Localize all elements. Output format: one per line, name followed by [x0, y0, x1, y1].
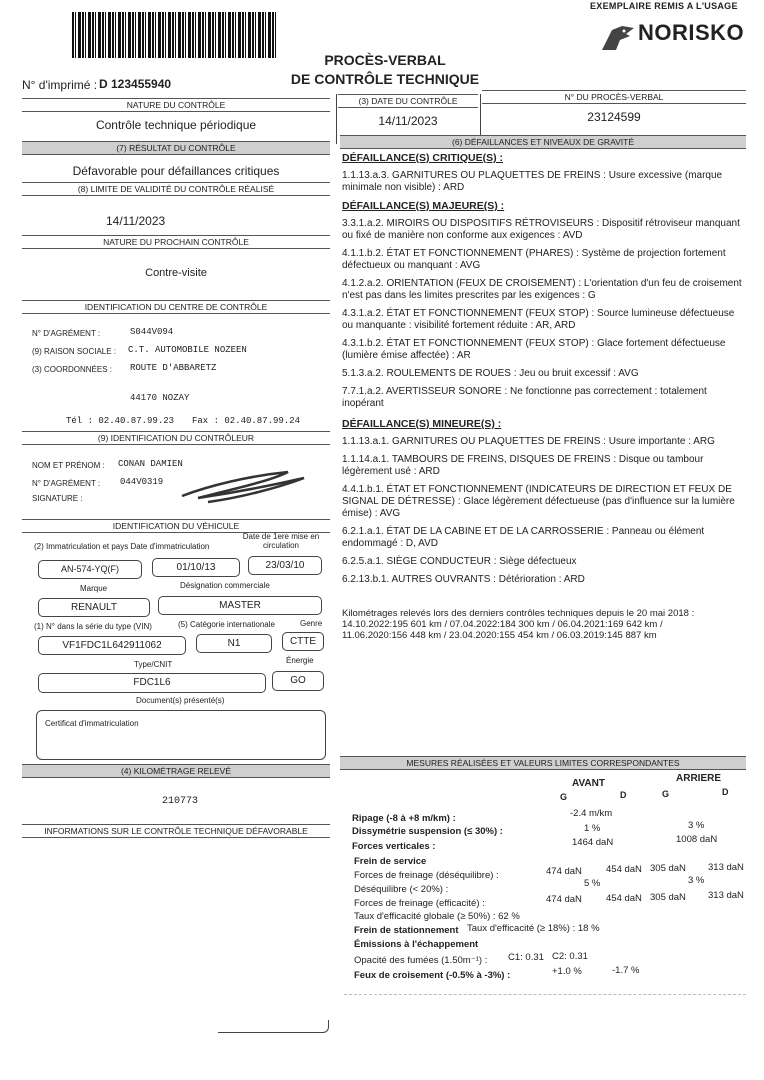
coord-label: (3) COORDONNÉES :: [32, 365, 113, 374]
minor-item: 1.1.13.a.1. GARNITURES OU PLAQUETTES DE FREINS : Usure importante : ARG: [342, 436, 715, 447]
minor-item: 1.1.14.a.1. TAMBOURS DE FREINS, DISQUES DE FREINS : Disque ou tambour légèrement usé : ARD: [342, 454, 704, 477]
nature-value: Contrôle technique périodique: [95, 118, 257, 132]
fax-value: Fax : 02.40.87.99.24: [192, 416, 301, 426]
fv-av: 1464 daN: [572, 837, 614, 848]
minor-heading: DÉFAILLANCE(S) MINEURE(S) :: [342, 418, 502, 430]
ctrl-agrement-label: N° D'AGRÉMENT :: [32, 479, 101, 488]
km-history-line: 11.06.2020:156 448 km / 23.04.2020:155 454 km / 06.03.2019:145 887 km: [342, 630, 657, 641]
genre-label: Genre: [300, 619, 323, 628]
nom-value: CONAN DAMIEN: [118, 459, 183, 469]
fv-ar: 1008 daN: [676, 834, 718, 845]
nature-header: NATURE DU CONTRÔLE: [22, 98, 330, 112]
agrement-value: S044V094: [130, 327, 174, 337]
result-value: Défavorable pour défaillances critiques: [72, 164, 280, 178]
first-circ-label: Date de 1ere mise en circulation: [242, 532, 320, 550]
barcode: [72, 12, 276, 58]
info-header: INFORMATIONS SUR LE CONTRÔLE TECHNIQUE DÉFAVORABLE: [22, 824, 330, 838]
pv-value: 23124599: [587, 110, 641, 124]
col-g: G: [662, 789, 670, 799]
imprime-number: D 123455940: [99, 77, 172, 91]
minor-item: 6.2.1.a.1. ÉTAT DE LA CABINE ET DE LA CARROSSERIE : Panneau ou élément endommagé : D, AVD: [342, 526, 705, 549]
type-label: Type/CNIT: [134, 660, 173, 669]
first-circ-box: 23/03/10: [248, 556, 322, 575]
tel-value: Tél : 02.40.87.99.23: [66, 416, 175, 426]
genre-box: CTTE: [282, 632, 324, 651]
minor-item: 4.4.1.b.1. ÉTAT ET FONCTIONNEMENT (INDICATEURS DE DIRECTION ET FEUX DE SIGNAL DE DÉTRESSE) : Glace légèrement défectueuse (pas d'influence sur la lumière émise) : AVG: [342, 484, 735, 519]
forces-vert-label: Forces verticales :: [352, 841, 436, 852]
ripage-label: Ripage (-8 à +8 m/km) :: [352, 813, 456, 824]
raison-value: C.T. AUTOMOBILE NOZEEN: [128, 345, 247, 355]
major-item: 4.3.1.b.2. ÉTAT ET FONCTIONNEMENT (FEUX STOP) : Glace fortement défectueuse (lumière émise affectée) : AR: [342, 338, 726, 361]
major-item: 5.1.3.a.2. ROULEMENTS DE ROUES : Jeu ou bruit excessif : AVG: [342, 368, 639, 379]
opacite-label: Opacité des fumées (1.50m⁻¹) :: [354, 955, 488, 966]
c2-value: C2: 0.31: [552, 951, 588, 962]
feux-label: Feux de croisement (-0.5% à -3%) :: [354, 970, 511, 981]
date-value: 14/11/2023: [378, 114, 438, 128]
frein-service-label: Frein de service: [354, 856, 427, 867]
ripage-value: -2.4 m/km: [570, 808, 613, 819]
feux-g: +1.0 %: [552, 966, 582, 977]
raison-label: (9) RAISON SOCIALE :: [32, 347, 117, 356]
stationnement-taux: Taux d'efficacité (≥ 18%) : 18 %: [467, 923, 600, 934]
critical-item: 1.1.13.a.3. GARNITURES OU PLAQUETTES DE FREINS : Usure excessive (marque minimale non visible) : ARD: [342, 170, 723, 193]
brand-name: NORISKO: [638, 20, 745, 45]
dissym-ar: 3 %: [688, 820, 705, 831]
next-control-value: Contre-visite: [145, 267, 207, 279]
ff2-avd: 454 daN: [606, 893, 642, 904]
avant-label: AVANT: [572, 778, 605, 789]
arriere-label: ARRIERE: [676, 773, 722, 784]
energie-label: Énergie: [286, 656, 314, 665]
minor-item: 6.2.13.b.1. AUTRES OUVRANTS : Détérioration : ARD: [342, 574, 585, 585]
docs-value: Certificat d'immatriculation: [45, 719, 139, 728]
km-value: 210773: [162, 796, 199, 807]
imprime-label: N° d'imprimé :: [22, 78, 98, 92]
ff1-ard: 313 daN: [708, 862, 744, 873]
marque-label: Marque: [80, 584, 108, 593]
mesures-header: MESURES RÉALISÉES ET VALEURS LIMITES CORRESPONDANTES: [340, 756, 746, 770]
docs-box: [36, 710, 326, 760]
city-value: 44170 NOZAY: [130, 393, 190, 403]
nom-label: NOM ET PRÉNOM :: [32, 461, 105, 470]
validity-header: (8) LIMITE DE VALIDITÉ DU CONTRÔLE RÉALISÉ: [22, 182, 330, 196]
designation-box: MASTER: [158, 596, 322, 615]
stationnement-label: Frein de stationnement: [354, 925, 459, 936]
controller-header: (9) IDENTIFICATION DU CONTRÔLEUR: [22, 431, 330, 445]
col-d: D: [722, 787, 729, 797]
taux-global: Taux d'efficacité globale (≥ 50%) : 62 %: [354, 911, 520, 922]
signature-scribble: [178, 468, 310, 509]
deseq-ar: 3 %: [688, 875, 705, 886]
major-item: 4.3.1.a.2. ÉTAT ET FONCTIONNEMENT (FEUX STOP) : Source lumineuse défectueuse ou manquante : visibilité fortement réduite : AR, ARD: [342, 308, 735, 331]
ff1-arg: 305 daN: [650, 863, 686, 874]
divider: [336, 94, 337, 144]
major-item: 7.7.1.a.2. AVERTISSEUR SONORE : Ne fonctionne pas correctement : totalement inopérant: [342, 386, 707, 409]
col-g: G: [560, 792, 568, 802]
immat-date-box: 01/10/13: [152, 558, 240, 577]
km-history-title: Kilométrages relevés lors des derniers contrôles techniques depuis le 20 mai 2018 :: [342, 608, 695, 619]
minor-item: 6.2.5.a.1. SIÈGE CONDUCTEUR : Siège défectueux: [342, 556, 577, 567]
emissions-label: Émissions à l'échappement: [354, 939, 479, 950]
title-line2: DE CONTRÔLE TECHNIQUE: [290, 71, 480, 87]
defaillances-header: (6) DÉFAILLANCES ET NIVEAUX DE GRAVITÉ: [340, 135, 746, 149]
result-header: (7) RÉSULTAT DU CONTRÔLE: [22, 141, 330, 155]
major-heading: DÉFAILLANCE(S) MAJEURE(S) :: [342, 200, 505, 212]
next-control-header: NATURE DU PROCHAIN CONTRÔLE: [22, 235, 330, 249]
ff2-avg: 474 daN: [546, 894, 582, 905]
title-line1: PROCÈS-VERBAL: [324, 52, 446, 68]
km-history-line: 14.10.2022:195 601 km / 07.04.2022:184 300 km / 06.04.2021:169 642 km /: [342, 619, 663, 630]
brand-logo-icon: [600, 22, 636, 57]
info-box-corner: [218, 1020, 329, 1033]
vin-box: VF1FDC1L642911062: [38, 636, 186, 655]
immat-box: AN-574-YQ(F): [38, 560, 142, 579]
feux-d: -1.7 %: [612, 965, 640, 976]
km-header: (4) KILOMÉTRAGE RELEVÉ: [22, 764, 330, 778]
immat-label: (2) Immatriculation et pays Date d'immatriculation: [34, 542, 210, 551]
designation-label: Désignation commerciale: [180, 581, 270, 590]
center-header: IDENTIFICATION DU CENTRE DE CONTRÔLE: [22, 300, 330, 314]
vehicle-header: IDENTIFICATION DU VÉHICULE: [22, 519, 330, 533]
validity-value: 14/11/2023: [106, 214, 166, 228]
ff2-ard: 313 daN: [708, 890, 744, 901]
date-header: (3) DATE DU CONTRÔLE: [338, 94, 478, 108]
type-box: FDC1L6: [38, 673, 266, 693]
major-item: 4.1.2.a.2. ORIENTATION (FEUX DE CROISEMENT) : L'orientation d'un feu de croisement n'est pas dans les limites prescrites par les exigences : G: [342, 278, 742, 301]
copy-notice: EXEMPLAIRE REMIS A L'USAGE: [590, 1, 738, 11]
coord-value: ROUTE D'ABBARETZ: [130, 363, 217, 373]
ctrl-agrement-value: 044V0319: [120, 477, 164, 487]
dissym-label: Dissymétrie suspension (≤ 30%) :: [352, 826, 503, 837]
col-d: D: [620, 790, 627, 800]
marque-box: RENAULT: [38, 598, 150, 617]
deseq-label: Déséquilibre (< 20%) :: [354, 884, 449, 895]
agrement-label: N° D'AGRÉMENT :: [32, 329, 101, 338]
ff2-arg: 305 daN: [650, 892, 686, 903]
divider: [344, 994, 746, 995]
ff-deseq-label: Forces de freinage (déséquilibre) :: [354, 870, 499, 881]
c1-value: C1: 0.31: [508, 952, 544, 963]
docs-label: Document(s) présenté(s): [136, 696, 225, 705]
signature-label: SIGNATURE :: [32, 494, 83, 503]
dissym-av: 1 %: [584, 823, 601, 834]
critical-heading: DÉFAILLANCE(S) CRITIQUE(S) :: [342, 152, 503, 164]
ff-eff-label: Forces de freinage (efficacité) :: [354, 898, 485, 909]
categorie-label: (5) Catégorie internationale: [178, 620, 275, 629]
ff1-avg: 474 daN: [546, 866, 582, 877]
major-item: 4.1.1.b.2. ÉTAT ET FONCTIONNEMENT (PHARES) : Système de projection fortement défectueux ou manquant : AVG: [342, 248, 726, 271]
defaillances-list: [342, 152, 744, 641]
deseq-av: 5 %: [584, 878, 601, 889]
vin-label: (1) N° dans la série du type (VIN): [34, 622, 152, 631]
ff1-avd: 454 daN: [606, 864, 642, 875]
energie-box: GO: [272, 671, 324, 691]
categorie-box: N1: [196, 634, 272, 653]
pv-header: N° DU PROCÈS-VERBAL: [482, 90, 746, 104]
major-item: 3.3.1.a.2. MIROIRS OU DISPOSITIFS RÉTROVISEURS : Dispositif rétroviseur manquant ou fixé de manière non conforme aux exigences : AVD: [342, 218, 740, 241]
